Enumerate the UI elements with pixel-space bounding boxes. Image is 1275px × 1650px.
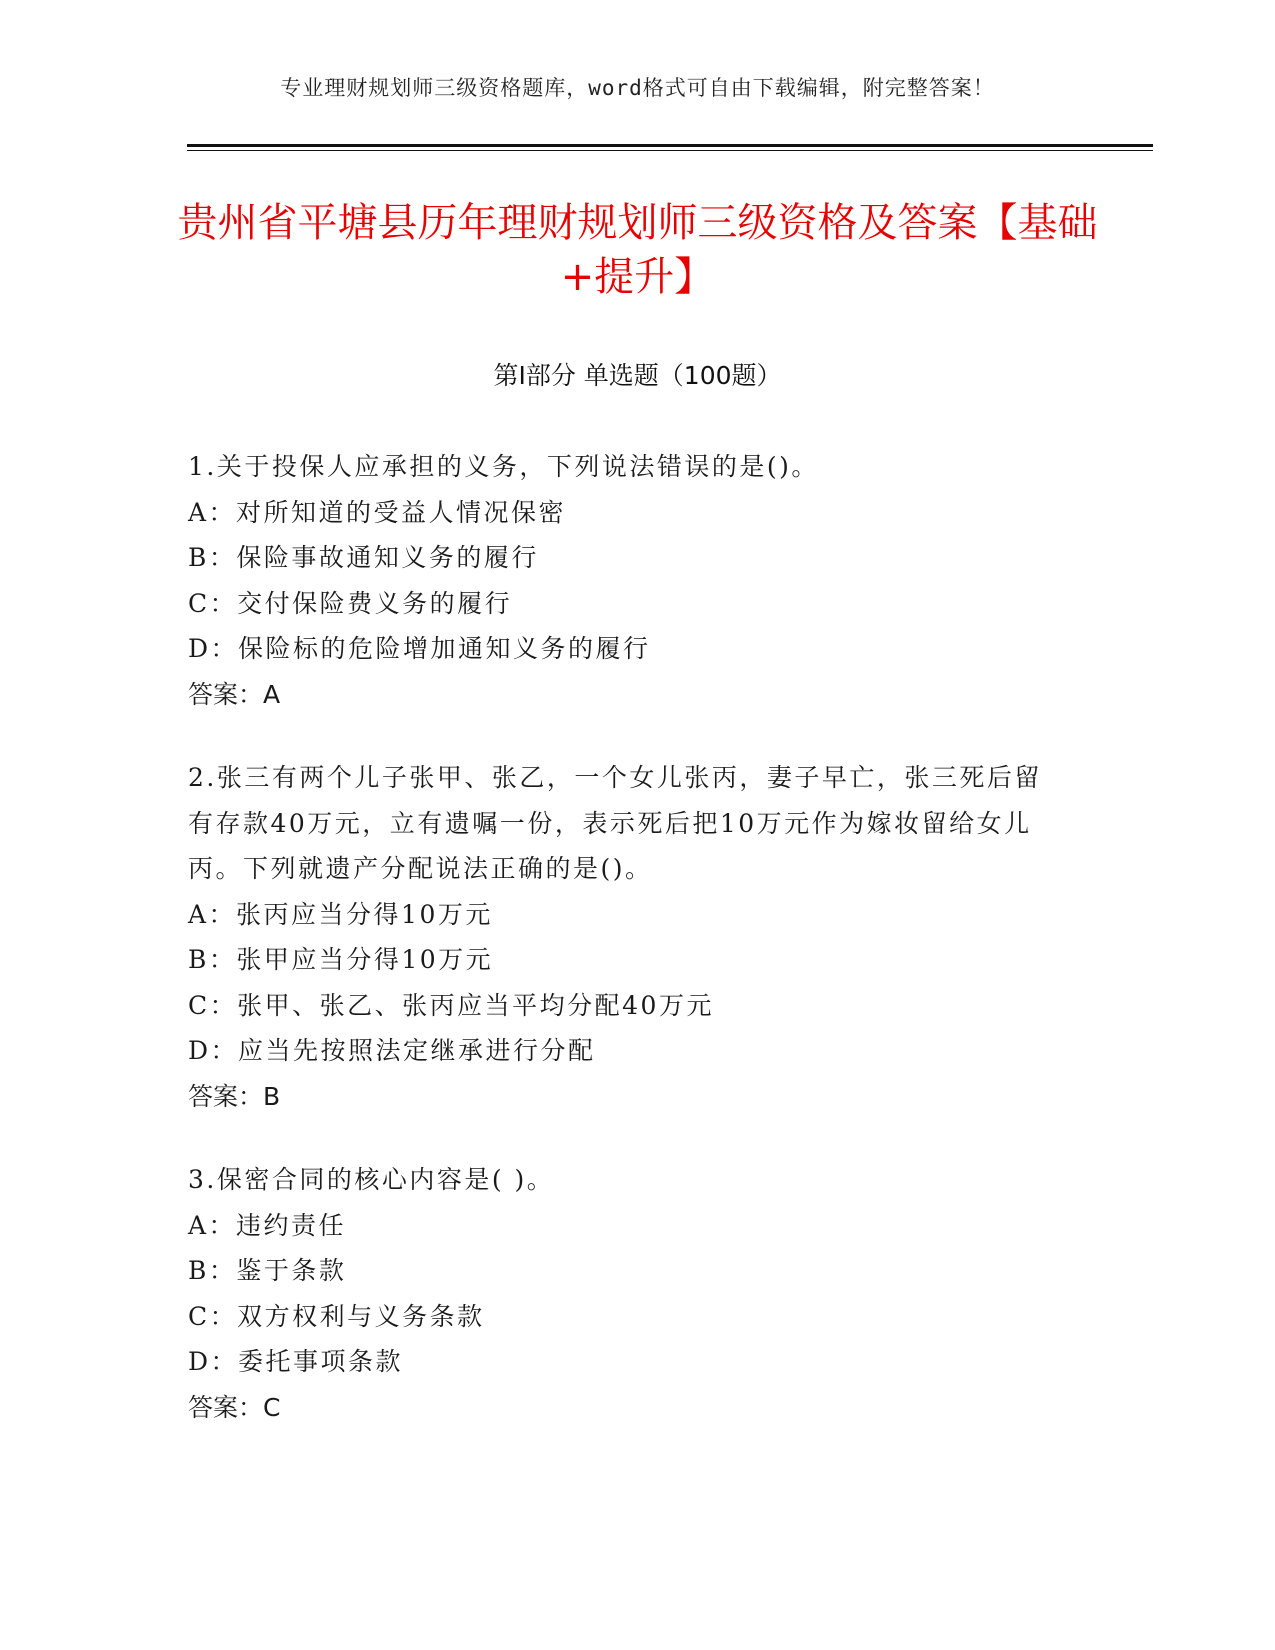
question-3 <box>188 1157 1068 1430</box>
answer: 答案：C <box>188 1392 281 1422</box>
question-1 <box>188 444 1068 717</box>
option-d: D：应当先按照法定继承进行分配 <box>188 1036 596 1065</box>
header-rule-thin <box>187 150 1153 151</box>
header-rule-thick <box>187 144 1153 147</box>
page-header: 专业理财规划师三级资格题库，word格式可自由下载编辑，附完整答案！ <box>280 76 995 100</box>
option-c: C：交付保险费义务的履行 <box>188 588 513 618</box>
option-a: A：对所知道的受益人情况保密 <box>188 497 567 527</box>
answer: 答案：A <box>188 679 281 709</box>
option-a: A：张丙应当分得10万元 <box>188 899 493 929</box>
option-c: C：双方权利与义务条款 <box>188 1301 485 1331</box>
question-stem: 1.关于投保人应承担的义务，下列说法错误的是()。 <box>188 452 819 481</box>
document-title: 贵州省平塘县历年理财规划师三级资格及答案【基础+提升】 <box>177 200 1098 300</box>
question-stem: 3.保密合同的核心内容是( )。 <box>188 1165 555 1194</box>
option-a: A：违约责任 <box>188 1210 347 1240</box>
option-d: D：委托事项条款 <box>188 1347 404 1376</box>
section-title: 第Ⅰ部分 单选题（100题） <box>493 361 782 390</box>
option-b: B：鉴于条款 <box>188 1256 347 1285</box>
option-d: D：保险标的危险增加通知义务的履行 <box>188 634 651 663</box>
option-b: B：保险事故通知义务的履行 <box>188 543 539 572</box>
answer: 答案：B <box>188 1081 281 1111</box>
question-list <box>188 444 1068 1468</box>
question-stem: 2.张三有两个儿子张甲、张乙，一个女儿张丙，妻子早亡，张三死后留有存款40万元，立有遗嘱一份，表示死后把10万元作为嫁妆留给女儿丙。下列就遗产分配说法正确的是()。 <box>188 763 1042 883</box>
option-b: B：张甲应当分得10万元 <box>188 945 494 974</box>
question-2 <box>188 755 1068 1119</box>
option-c: C：张甲、张乙、张丙应当平均分配40万元 <box>188 990 714 1020</box>
